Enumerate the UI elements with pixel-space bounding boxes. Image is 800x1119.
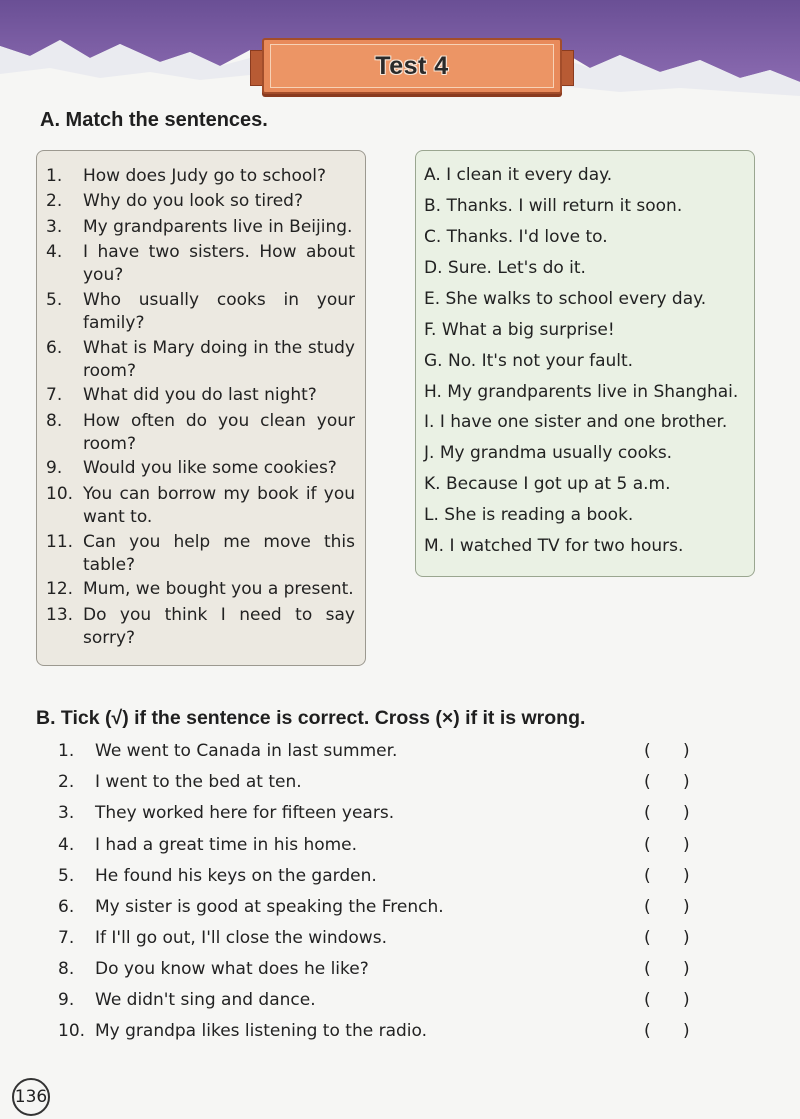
item-number: 7. bbox=[58, 928, 75, 948]
answer-option: C. Thanks. I'd love to. bbox=[424, 227, 608, 247]
item-sentence: My sister is good at speaking the French. bbox=[95, 897, 444, 917]
answer-blank[interactable]: ( ) bbox=[644, 772, 690, 792]
answer-blank[interactable]: ( ) bbox=[644, 1021, 690, 1041]
question-number: 1. bbox=[46, 166, 63, 186]
answer-blank[interactable]: ( ) bbox=[644, 866, 690, 886]
question-number: 12. bbox=[46, 579, 74, 599]
item-number: 1. bbox=[58, 741, 75, 761]
item-sentence: My grandpa likes listening to the radio. bbox=[95, 1021, 428, 1041]
page-title: Test 4 bbox=[375, 51, 449, 80]
question-number: 3. bbox=[46, 217, 63, 237]
answer-option: M. I watched TV for two hours. bbox=[424, 536, 684, 556]
section-a-heading: A. Match the sentences. bbox=[40, 109, 268, 131]
title-banner-inner bbox=[270, 44, 554, 88]
question-text: Why do you look so tired? bbox=[83, 191, 303, 211]
answer-blank[interactable]: ( ) bbox=[644, 959, 690, 979]
question-text: I have two sisters. How about you? bbox=[83, 242, 355, 285]
question-text: Do you think I need to say sorry? bbox=[83, 605, 355, 648]
item-number: 8. bbox=[58, 959, 75, 979]
answer-blank[interactable]: ( ) bbox=[644, 897, 690, 917]
question-number: 11. bbox=[46, 532, 74, 552]
answer-option: L. She is reading a book. bbox=[424, 505, 634, 525]
item-number: 4. bbox=[58, 835, 75, 855]
question-number: 5. bbox=[46, 290, 63, 310]
answer-option: B. Thanks. I will return it soon. bbox=[424, 196, 683, 216]
item-number: 5. bbox=[58, 866, 75, 886]
question-text: Who usually cooks in your family? bbox=[83, 290, 355, 333]
item-number: 3. bbox=[58, 803, 75, 823]
question-number: 9. bbox=[46, 458, 63, 478]
question-text: Mum, we bought you a present. bbox=[83, 579, 354, 599]
answer-option: A. I clean it every day. bbox=[424, 165, 613, 185]
page-number: 136 bbox=[12, 1078, 50, 1116]
item-number: 6. bbox=[58, 897, 75, 917]
question-text: Can you help me move this table? bbox=[83, 532, 355, 575]
item-number: 10. bbox=[58, 1021, 86, 1041]
item-number: 9. bbox=[58, 990, 75, 1010]
item-sentence: I had a great time in his home. bbox=[95, 835, 358, 855]
section-b-heading: B. Tick (√) if the sentence is correct. Cross (×) if it is wrong. bbox=[36, 707, 586, 729]
item-sentence: We went to Canada in last summer. bbox=[95, 741, 398, 761]
answer-option: F. What a big surprise! bbox=[424, 320, 615, 340]
question-number: 13. bbox=[46, 605, 74, 625]
question-number: 6. bbox=[46, 338, 63, 358]
item-sentence: They worked here for fifteen years. bbox=[95, 803, 395, 823]
item-sentence: We didn't sing and dance. bbox=[95, 990, 316, 1010]
answer-option: G. No. It's not your fault. bbox=[424, 351, 634, 371]
question-number: 4. bbox=[46, 242, 63, 262]
answer-blank[interactable]: ( ) bbox=[644, 835, 690, 855]
item-number: 2. bbox=[58, 772, 75, 792]
item-sentence: He found his keys on the garden. bbox=[95, 866, 377, 886]
answer-blank[interactable]: ( ) bbox=[644, 928, 690, 948]
question-number: 7. bbox=[46, 385, 63, 405]
item-sentence: Do you know what does he like? bbox=[95, 959, 369, 979]
answer-blank[interactable]: ( ) bbox=[644, 741, 690, 761]
question-text: You can borrow my book if you want to. bbox=[83, 484, 355, 527]
title-banner bbox=[262, 38, 562, 94]
question-text: How often do you clean your room? bbox=[83, 411, 355, 454]
answer-option: H. My grandparents live in Shanghai. bbox=[424, 382, 739, 402]
question-number: 2. bbox=[46, 191, 63, 211]
item-sentence: I went to the bed at ten. bbox=[95, 772, 302, 792]
answer-option: E. She walks to school every day. bbox=[424, 289, 707, 309]
answer-option: J. My grandma usually cooks. bbox=[424, 443, 673, 463]
question-text: My grandparents live in Beijing. bbox=[83, 217, 353, 237]
question-text: How does Judy go to school? bbox=[83, 166, 327, 186]
question-number: 10. bbox=[46, 484, 74, 504]
answer-option: I. I have one sister and one brother. bbox=[424, 412, 728, 432]
answer-option: D. Sure. Let's do it. bbox=[424, 258, 586, 278]
question-number: 8. bbox=[46, 411, 63, 431]
question-text: What did you do last night? bbox=[83, 385, 317, 405]
answer-option: K. Because I got up at 5 a.m. bbox=[424, 474, 671, 494]
question-text: Would you like some cookies? bbox=[83, 458, 337, 478]
item-sentence: If I'll go out, I'll close the windows. bbox=[95, 928, 387, 948]
answer-blank[interactable]: ( ) bbox=[644, 803, 690, 823]
question-text: What is Mary doing in the study room? bbox=[83, 338, 355, 381]
answer-blank[interactable]: ( ) bbox=[644, 990, 690, 1010]
